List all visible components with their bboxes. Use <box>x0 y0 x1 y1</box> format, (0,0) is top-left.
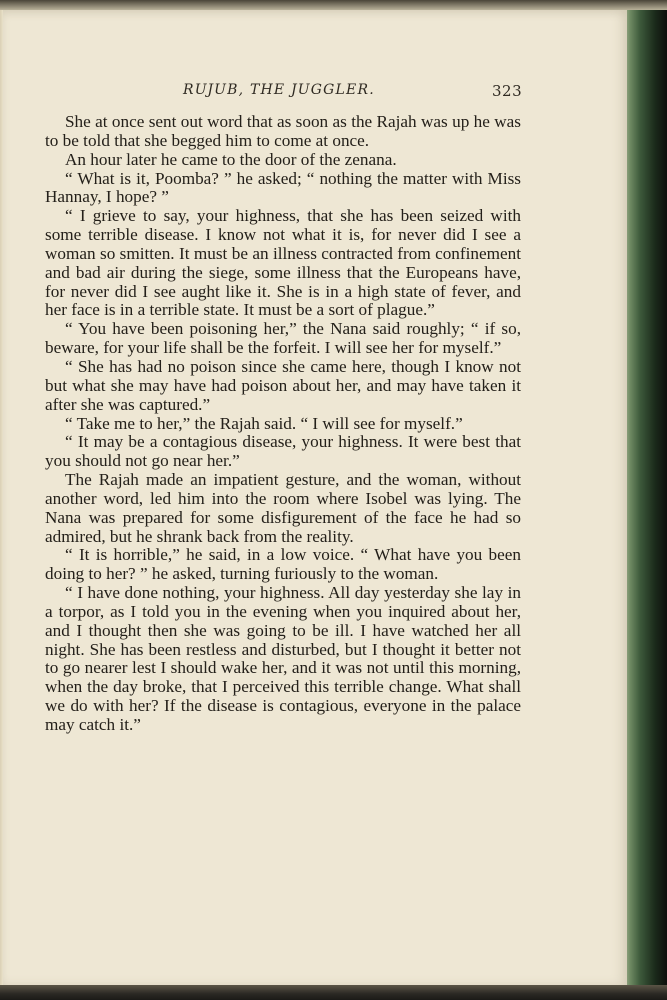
page-number: 323 <box>492 82 523 100</box>
paragraph: “ It is horrible,” he said, in a low voice. “ What have you been doing to her? ” he asked, turning furiously to the woman. <box>45 545 521 584</box>
body-text <box>45 113 521 735</box>
paragraph: “ I have done nothing, your highness. All day yesterday she lay in a torpor, as I told you in the evening when you inquired about her, and I thought then she was going to be ill. I have watched her all night. She has been restless and disturbed, but I thought it better not to go nearer lest I should wake her, and it was not until this morning, when the day broke, that I perceived this terrible change. What shall we do with her? If the disease is contagious, everyone in the palace may catch it.” <box>45 583 521 734</box>
paragraph: “ What is it, Poomba? ” he asked; “ nothing the matter with Miss Hannay, I hope? ” <box>45 168 521 207</box>
paragraph: “ I grieve to say, your highness, that she has been seized with some terrible disease. I know not what it is, for never did I see a woman so smitten. It must be an illness contracted from confinement and bad air during the siege, some illness that the Europeans have, for never did I see aught like it. She is in a high state of fever, and her face is in a terrible state. It must be a sort of plague.” <box>45 206 521 320</box>
running-title: RUJUB, THE JUGGLER. <box>183 82 375 98</box>
top-page-shadow <box>0 0 667 10</box>
paragraph: The Rajah made an impatient gesture, and the woman, without another word, led him into the room where Isobel was lying. The Nana was prepared for some disfigurement of the face he had so admired, but he shrank back from the reality. <box>45 470 521 546</box>
bottom-page-shadow <box>0 985 667 1000</box>
paragraph: “ Take me to her,” the Rajah said. “ I will see for myself.” <box>65 413 463 433</box>
paragraph: An hour later he came to the door of the zenana. <box>65 149 397 169</box>
paragraph: “ It may be a contagious disease, your highness. It were best that you should not go near her.” <box>45 432 521 471</box>
paragraph: “ She has had no poison since she came here, though I know not but what she may have had poison about her, and may have taken it after she was captured.” <box>45 356 521 414</box>
paragraph: “ You have been poisoning her,” the Nana said roughly; “ if so, beware, for your life shall be the forfeit. I will see her for myself.” <box>45 319 521 358</box>
paragraph: She at once sent out word that as soon as the Rajah was up he was to be told that she begged him to come at once. <box>45 112 521 150</box>
book-page <box>3 10 627 985</box>
